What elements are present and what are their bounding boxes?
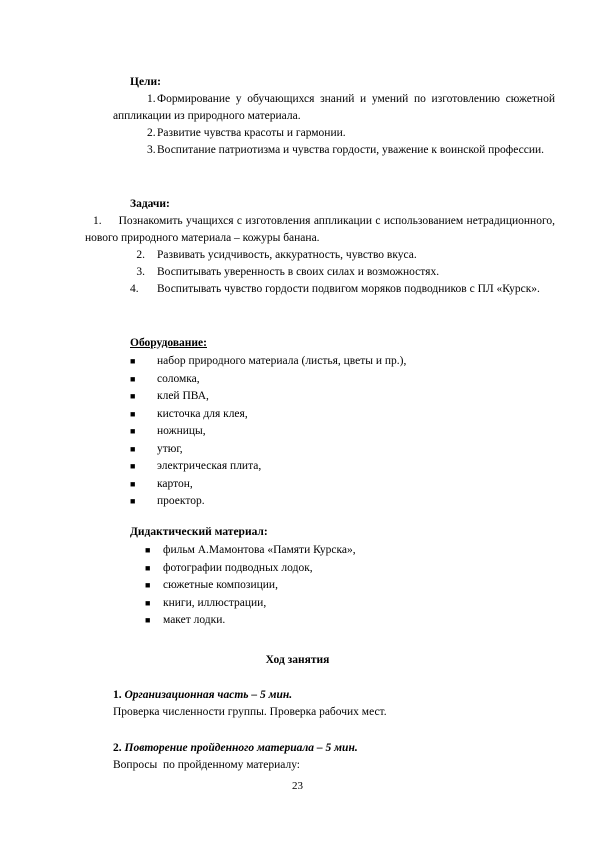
bullet-icon: ■ — [145, 580, 151, 590]
goals-section — [113, 74, 555, 159]
bullet-icon: ■ — [130, 461, 136, 471]
goal-item-2: 2.Развитие чувства красоты и гармонии. — [147, 127, 346, 139]
bullet-icon: ■ — [130, 391, 136, 401]
lesson-title: Ход занятия — [265, 654, 330, 666]
didactic-item: ■ сюжетные композиции, — [130, 577, 555, 595]
section-1-text: Проверка численности группы. Проверка рабочих мест. — [113, 706, 387, 718]
task-item-2: 2. Развивать усидчивость, аккуратность, чувство вкуса. — [136, 249, 417, 261]
didactic-item: ■ фильм А.Мамонтова «Памяти Курска», — [130, 542, 555, 560]
goals-heading: Цели: — [130, 76, 161, 88]
bullet-icon: ■ — [145, 615, 151, 625]
bullet-icon: ■ — [130, 426, 136, 436]
bullet-icon: ■ — [130, 443, 136, 454]
equipment-item: ■ проектор. — [130, 493, 555, 511]
didactic-heading: Дидактический материал: — [130, 526, 268, 538]
tasks-heading: Задачи: — [130, 198, 170, 210]
didactic-item: ■ макет лодки. — [130, 612, 555, 630]
bullet-icon: ■ — [130, 373, 136, 384]
lesson-section-1 — [113, 687, 555, 721]
section-2-heading: 2. Повторение пройденного материала – 5 мин. — [113, 742, 358, 754]
didactic-item: ■ фотографии подводных лодок, — [130, 560, 555, 578]
equipment-item: ■ картон, — [130, 476, 555, 494]
task-item-1: 1. Познакомить учащихся с изготовления аппликации с использованием нетрадиционного, нового природного материала – кожуры банана. — [85, 215, 556, 244]
bullet-icon: ■ — [130, 478, 136, 489]
goal-item-1: 1.Формирование у обучающихся знаний и умений по изготовлению сюжетной аппликации из природного материала. — [113, 93, 555, 122]
lesson-section-2 — [113, 740, 555, 774]
tasks-section — [85, 196, 555, 298]
didactic-item: ■ книги, иллюстрации, — [130, 595, 555, 613]
equipment-item: ■ клей ПВА, — [130, 388, 555, 406]
bullet-icon: ■ — [130, 356, 136, 366]
section-1-heading: 1. Организационная часть – 5 мин. — [113, 689, 293, 701]
equipment-item: ■ набор природного материала (листья, цветы и пр.), — [130, 353, 555, 371]
equipment-item: ■ соломка, — [130, 371, 555, 389]
equipment-item: ■ утюг, — [130, 441, 555, 459]
bullet-icon: ■ — [145, 562, 151, 573]
goal-item-3: 3.Воспитание патриотизма и чувства гордости, уважение к воинской профессии. — [147, 144, 545, 156]
equipment-section — [130, 335, 555, 511]
bullet-icon: ■ — [130, 408, 136, 419]
equipment-item: ■ электрическая плита, — [130, 458, 555, 476]
task-item-3: 3. Воспитывать уверенность в своих силах и возможностях. — [136, 266, 440, 278]
task-item-4: 4. Воспитывать чувство гордости подвигом моряков подводников с ПЛ «Курск». — [130, 283, 540, 295]
bullet-icon: ■ — [145, 545, 151, 555]
equipment-heading: Оборудование: — [130, 337, 207, 349]
equipment-item: ■ ножницы, — [130, 423, 555, 441]
page-number: 23 — [292, 780, 303, 792]
didactic-section — [130, 524, 555, 630]
bullet-icon: ■ — [145, 597, 151, 608]
equipment-item: ■ кисточка для клея, — [130, 406, 555, 424]
section-2-text: Вопросы по пройденному материалу: — [113, 759, 301, 771]
bullet-icon: ■ — [130, 496, 136, 506]
